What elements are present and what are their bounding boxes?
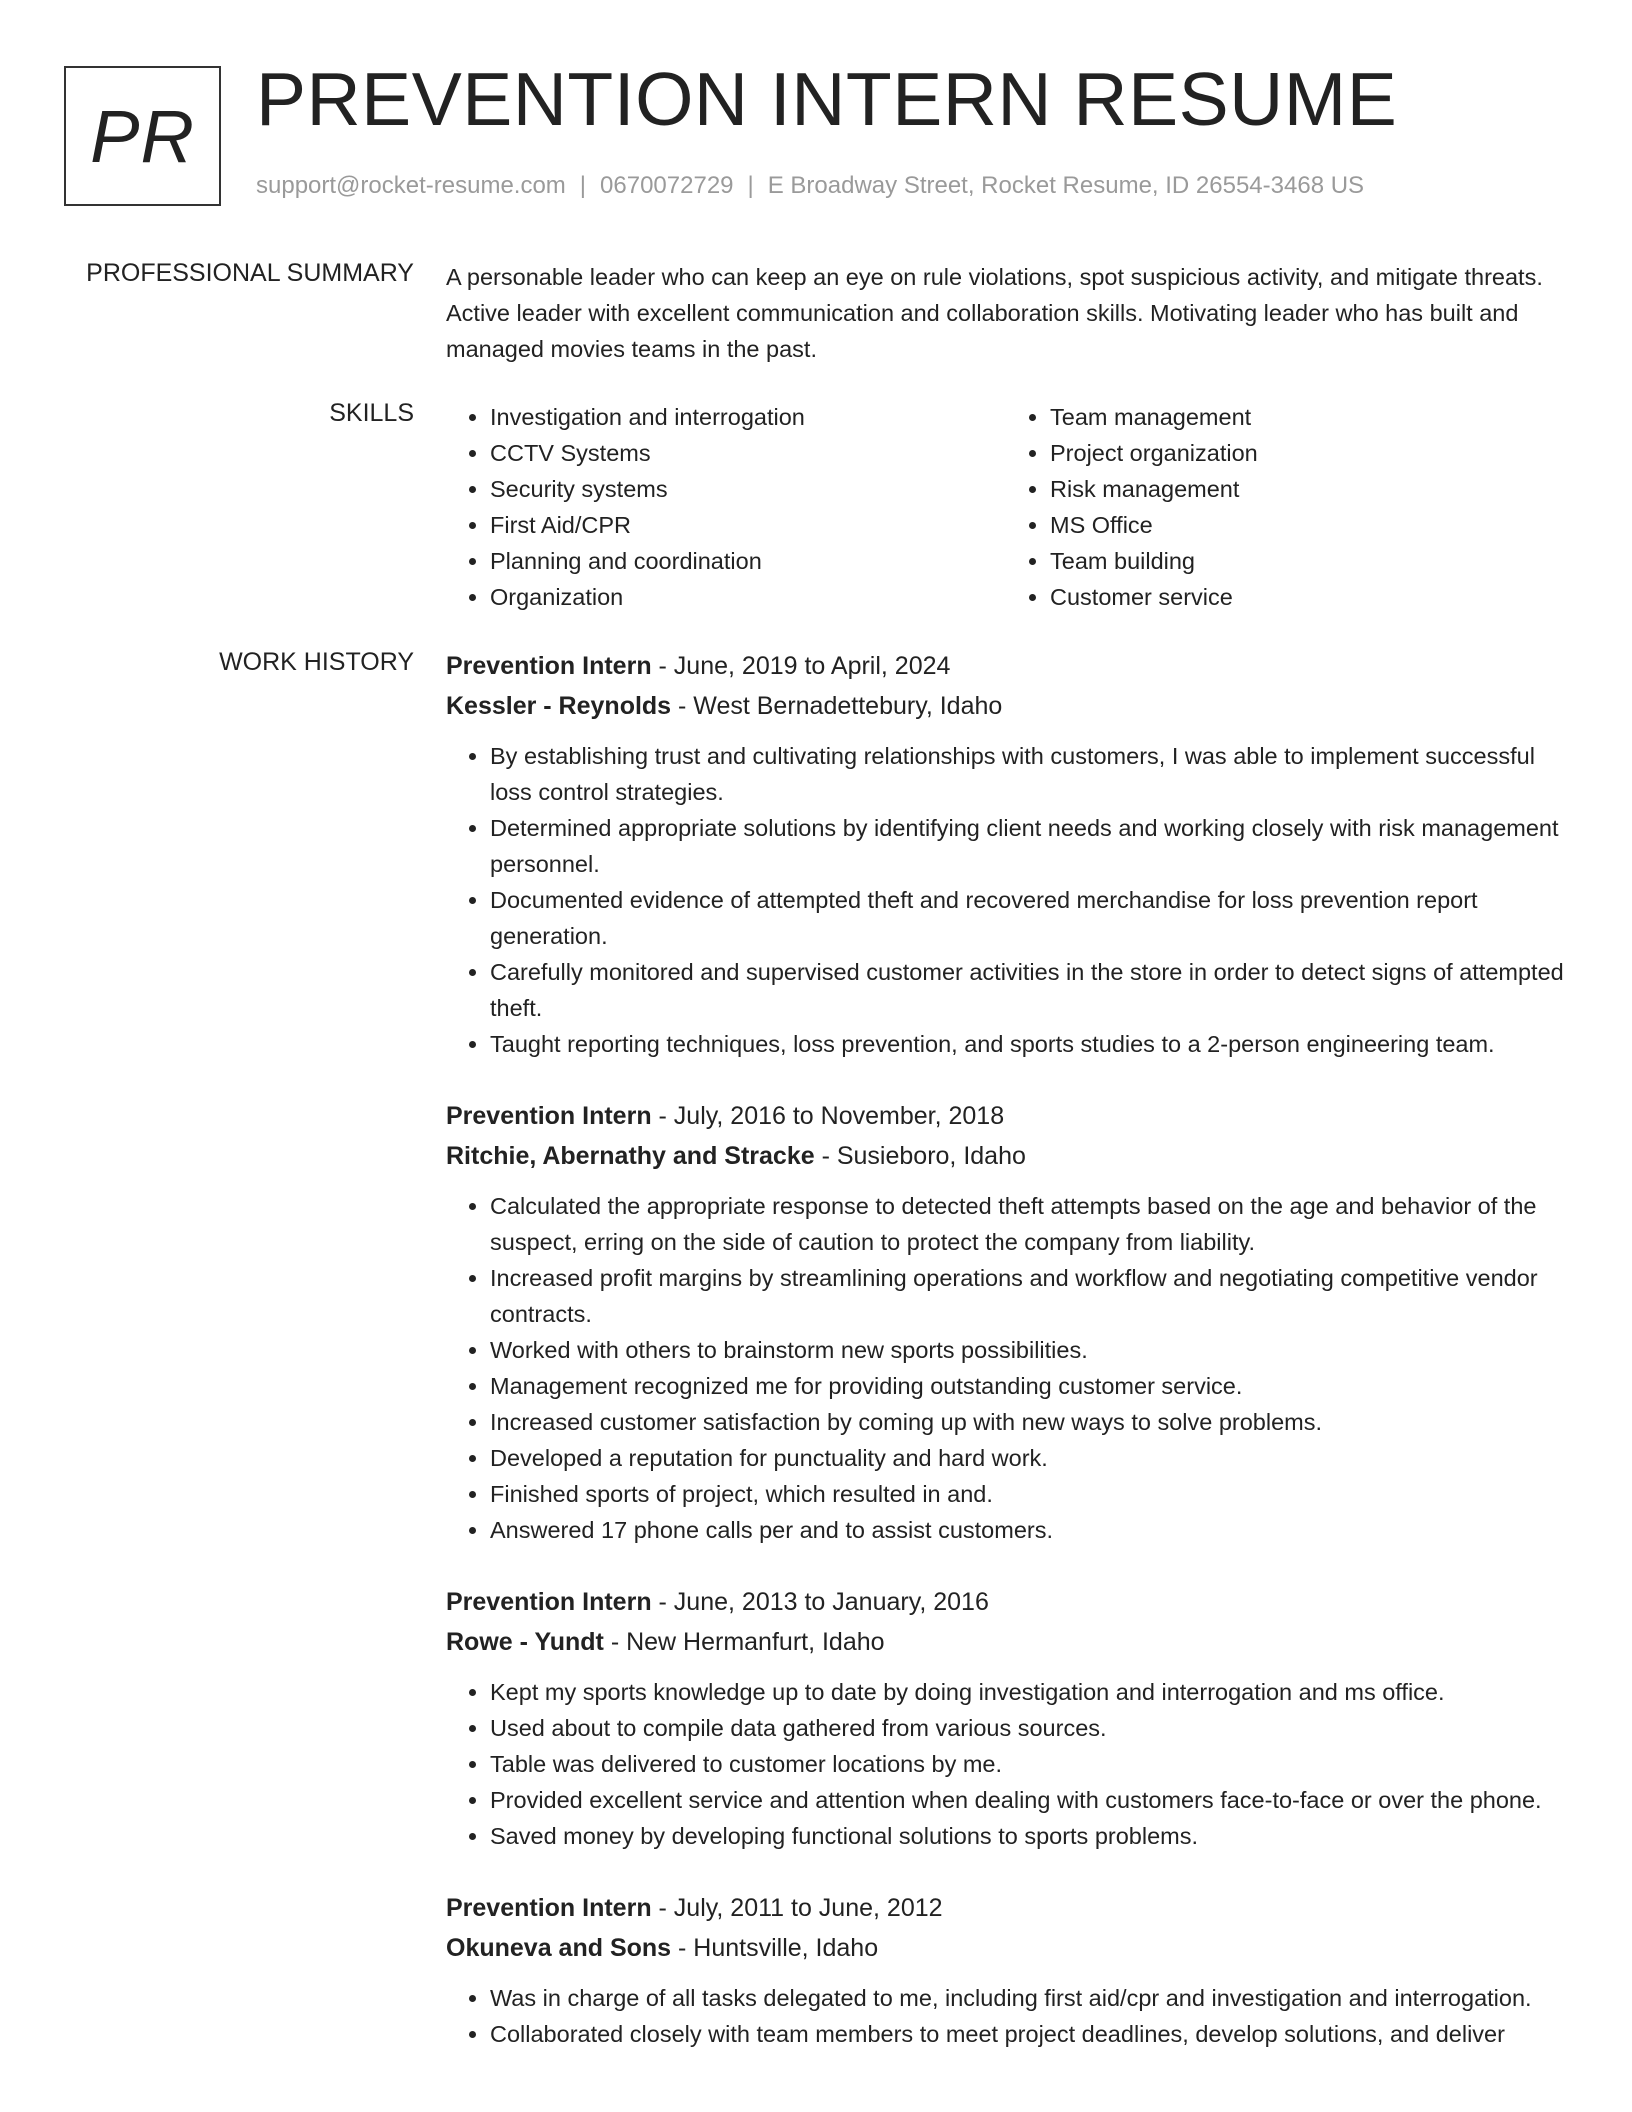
job-entry <box>446 646 1566 1062</box>
job-company: Ritchie, Abernathy and Stracke <box>446 1142 815 1170</box>
skill-item: • Risk management <box>1050 471 1566 507</box>
job-company-line <box>446 686 1566 726</box>
job-location: - Susieboro, Idaho <box>814 1142 1026 1170</box>
job-location: - West Bernadettebury, Idaho <box>671 692 1003 720</box>
job-bullet: • Carefully monitored and supervised customer activities in the store in order to detect signs of attempted theft. <box>490 954 1566 1026</box>
skills-column-left <box>446 399 1006 615</box>
work-history-list <box>446 646 1566 2086</box>
job-bullet: • Table was delivered to customer locations by me. <box>490 1746 1566 1782</box>
job-entry <box>446 1582 1566 1854</box>
job-entry <box>446 1096 1566 1548</box>
job-title: Prevention Intern <box>446 652 652 680</box>
skill-item: • Team building <box>1050 543 1566 579</box>
job-bullet: • Used about to compile data gathered from various sources. <box>490 1710 1566 1746</box>
job-title-line <box>446 1888 1566 1928</box>
skill-item: • Planning and coordination <box>490 543 1006 579</box>
skill-item: • Customer service <box>1050 579 1566 615</box>
job-bullet: • Collaborated closely with team members to meet project deadlines, develop solutions, and deliver <box>490 2016 1566 2052</box>
job-title-line <box>446 1582 1566 1622</box>
job-location: - New Hermanfurt, Idaho <box>603 1628 885 1656</box>
job-bullet: • By establishing trust and cultivating relationships with customers, I was able to implement successful loss control strategies. <box>490 738 1566 810</box>
summary-section-label: PROFESSIONAL SUMMARY <box>86 259 414 287</box>
job-entry <box>446 1888 1566 2052</box>
job-bullet: • Developed a reputation for punctuality and hard work. <box>490 1440 1566 1476</box>
skills-column-right <box>1006 399 1566 615</box>
job-bullets <box>446 738 1566 1062</box>
skill-item: • CCTV Systems <box>490 435 1006 471</box>
job-bullet: • Answered 17 phone calls per and to assist customers. <box>490 1512 1566 1548</box>
job-company: Okuneva and Sons <box>446 1934 672 1962</box>
skill-item: • Team management <box>1050 399 1566 435</box>
skill-item: • MS Office <box>1050 507 1566 543</box>
job-company: Rowe - Yundt <box>446 1628 604 1656</box>
job-title: Prevention Intern <box>446 1102 652 1130</box>
job-dates: - June, 2019 to April, 2024 <box>651 652 951 680</box>
monogram-box <box>64 66 221 206</box>
job-bullet: • Calculated the appropriate response to detected theft attempts based on the age and behavior of the suspect, erring on the side of caution to protect the company from liability. <box>490 1188 1566 1260</box>
job-bullet: • Kept my sports knowledge up to date by doing investigation and interrogation and ms office. <box>490 1674 1566 1710</box>
job-title-line <box>446 1096 1566 1136</box>
skill-item: • Security systems <box>490 471 1006 507</box>
job-bullet: • Increased customer satisfaction by coming up with new ways to solve problems. <box>490 1404 1566 1440</box>
contact-line <box>256 172 1364 200</box>
skill-item: • Investigation and interrogation <box>490 399 1006 435</box>
skill-item: • Project organization <box>1050 435 1566 471</box>
job-bullet: • Finished sports of project, which resulted in and. <box>490 1476 1566 1512</box>
job-company-line <box>446 1928 1566 1968</box>
job-bullet: • Was in charge of all tasks delegated to me, including first aid/cpr and investigation and interrogation. <box>490 1980 1566 2016</box>
job-company-line <box>446 1622 1566 1662</box>
monogram-initials: PR <box>90 94 195 178</box>
job-bullet: • Determined appropriate solutions by identifying client needs and working closely with risk management personnel. <box>490 810 1566 882</box>
contact-separator: | <box>579 172 587 199</box>
job-dates: - July, 2011 to June, 2012 <box>651 1894 943 1922</box>
work-history-section-label: WORK HISTORY <box>219 648 414 676</box>
job-bullet: • Taught reporting techniques, loss prevention, and sports studies to a 2-person engineering team. <box>490 1026 1566 1062</box>
skills-section-label: SKILLS <box>329 399 414 427</box>
job-company: Kessler - Reynolds <box>446 692 672 720</box>
job-company-line <box>446 1136 1566 1176</box>
job-location: - Huntsville, Idaho <box>671 1934 879 1962</box>
summary-text: A personable leader who can keep an eye on rule violations, spot suspicious activity, and mitigate threats. Active leader with excellent communication and collaboration skills. Motivating leader who has built and managed movies teams in the past. <box>446 264 1543 362</box>
job-bullet: • Increased profit margins by streamlining operations and workflow and negotiating competitive vendor contracts. <box>490 1260 1566 1332</box>
job-bullets <box>446 1674 1566 1854</box>
job-bullet: • Saved money by developing functional solutions to sports problems. <box>490 1818 1566 1854</box>
skills-list <box>446 399 1566 615</box>
job-title-line <box>446 646 1566 686</box>
job-dates: - July, 2016 to November, 2018 <box>651 1102 1005 1130</box>
job-bullets <box>446 1188 1566 1548</box>
job-bullet: • Worked with others to brainstorm new sports possibilities. <box>490 1332 1566 1368</box>
job-bullet: • Documented evidence of attempted theft and recovered merchandise for loss prevention report generation. <box>490 882 1566 954</box>
resume-title: PREVENTION INTERN RESUME <box>256 57 1398 141</box>
contact-phone: 0670072729 <box>600 172 734 199</box>
job-dates: - June, 2013 to January, 2016 <box>651 1588 989 1616</box>
skill-item: • First Aid/CPR <box>490 507 1006 543</box>
job-title: Prevention Intern <box>446 1588 652 1616</box>
job-bullets <box>446 1980 1566 2052</box>
job-title: Prevention Intern <box>446 1894 652 1922</box>
job-bullet: • Management recognized me for providing outstanding customer service. <box>490 1368 1566 1404</box>
skill-item: • Organization <box>490 579 1006 615</box>
job-bullet: • Provided excellent service and attention when dealing with customers face-to-face or over the phone. <box>490 1782 1566 1818</box>
contact-separator: | <box>747 172 754 199</box>
contact-email: support@rocket-resume.com <box>256 172 566 199</box>
contact-address: E Broadway Street, Rocket Resume, ID 26554-3468 US <box>767 172 1365 199</box>
